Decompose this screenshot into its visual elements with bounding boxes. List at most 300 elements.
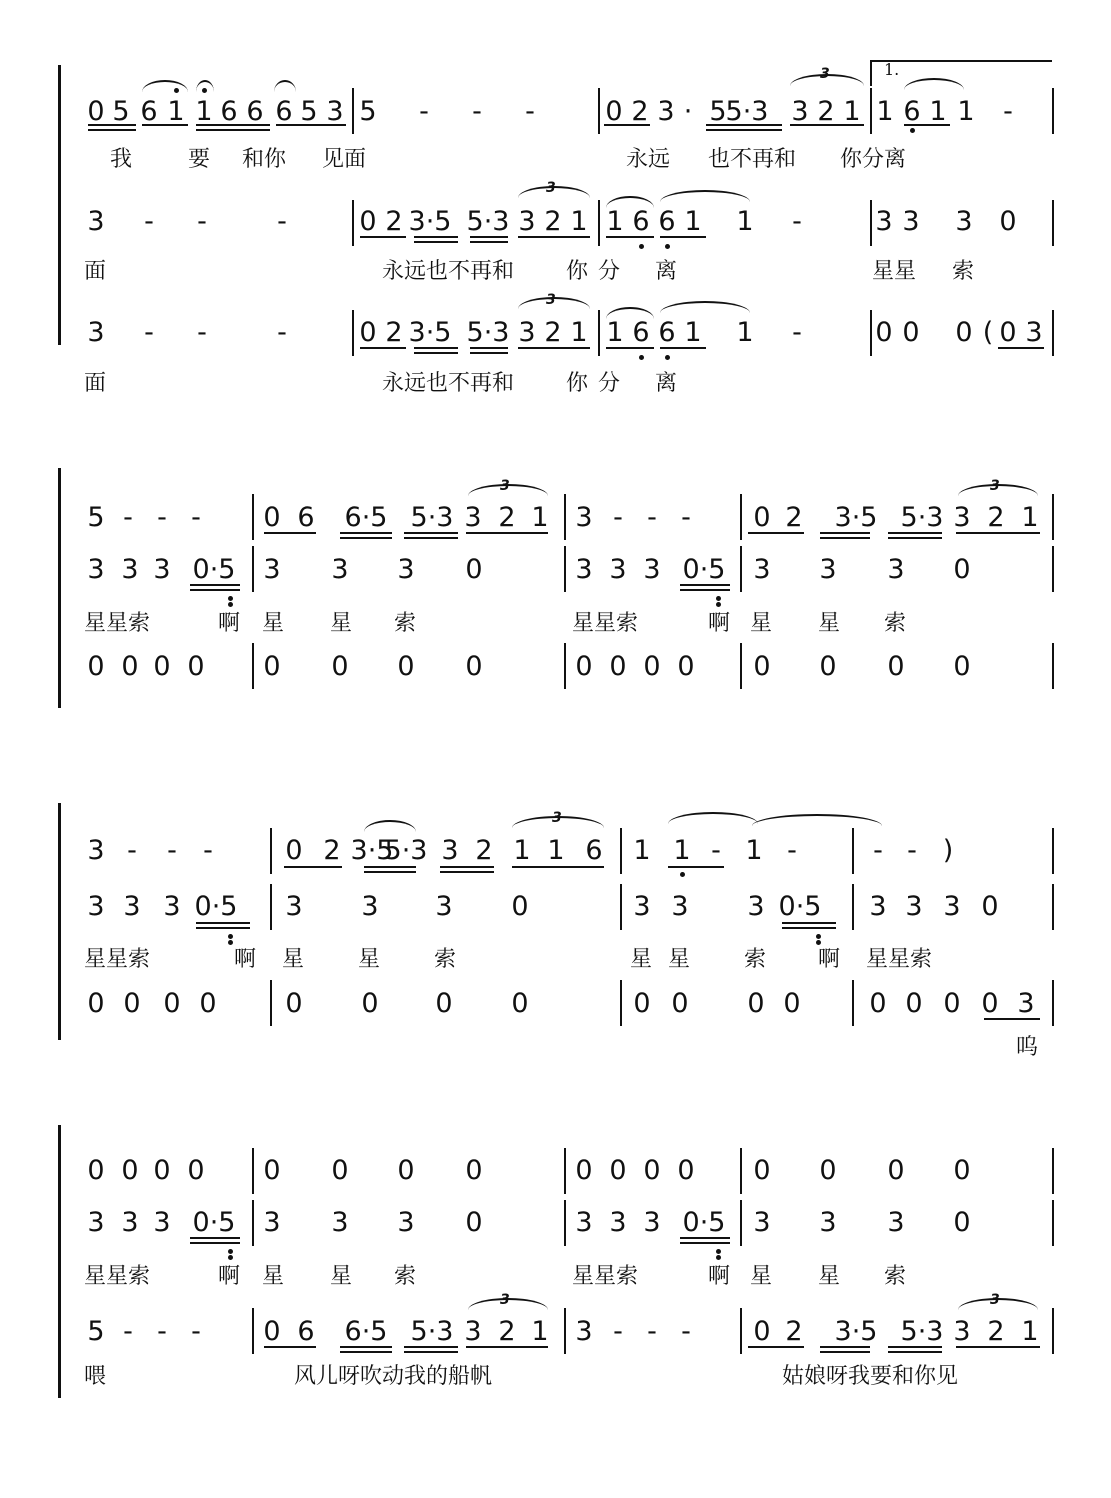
barline — [1052, 1200, 1054, 1246]
octave-dot — [680, 872, 685, 877]
barline — [564, 643, 566, 689]
slur — [364, 820, 416, 832]
note: 2 — [544, 206, 562, 237]
lyric-syllable: 分 — [598, 371, 621, 396]
note: 0 — [187, 651, 205, 682]
slur — [660, 190, 750, 202]
lyric-syllable: 星星索 — [84, 1264, 151, 1289]
lyric-syllable: 啊 — [708, 1264, 731, 1289]
note: 2 — [323, 835, 341, 866]
triplet-mark: 3 — [990, 1292, 1000, 1308]
system-brace — [58, 803, 71, 1040]
note: 6 — [297, 502, 315, 533]
note: - — [167, 835, 177, 866]
underline-beam — [748, 532, 804, 534]
triplet-mark: 3 — [546, 180, 556, 196]
note: - — [792, 206, 802, 237]
note: 3 — [875, 206, 893, 237]
note: 1 — [531, 1316, 549, 1347]
barline — [852, 980, 854, 1026]
note: 3 — [1017, 988, 1035, 1019]
underline-beam — [984, 1018, 1040, 1020]
note: 0 — [263, 502, 281, 533]
underline-beam — [606, 236, 654, 238]
note: 0 — [575, 651, 593, 682]
note: 2 — [987, 1316, 1005, 1347]
system-brace — [58, 1125, 71, 1398]
lyric-syllable: 姑娘呀我要和你见 — [782, 1364, 959, 1389]
triplet-mark: 3 — [546, 292, 556, 308]
note: 6·5 — [344, 1316, 388, 1347]
lyric-syllable: 你分离 — [840, 147, 907, 172]
triplet-mark: 3 — [990, 478, 1000, 494]
lyric-syllable: 索 — [884, 611, 907, 636]
note: 3 — [87, 835, 105, 866]
note: 5 — [112, 96, 130, 127]
barline — [564, 1148, 566, 1194]
octave-dot — [639, 244, 644, 249]
note: 3 — [121, 554, 139, 585]
note: 3 — [397, 554, 415, 585]
barline — [564, 494, 566, 540]
note: 0 — [753, 502, 771, 533]
note: 0 — [902, 317, 920, 348]
lyric-syllable: 你 — [566, 259, 589, 284]
note: 3 — [464, 1316, 482, 1347]
barline — [564, 546, 566, 592]
underline-beam — [404, 1346, 458, 1348]
note: 0 — [263, 1316, 281, 1347]
lyric-syllable: 星 — [262, 611, 285, 636]
note: 0 — [187, 1155, 205, 1186]
note: 3 — [331, 1207, 349, 1238]
barline — [1052, 310, 1054, 356]
lyric-syllable: 啊 — [818, 947, 841, 972]
note: 3 — [361, 891, 379, 922]
note: 3 — [819, 554, 837, 585]
note: 0 — [359, 206, 377, 237]
underline-beam — [888, 537, 942, 539]
note: 0 — [643, 1155, 661, 1186]
note: 2 — [987, 502, 1005, 533]
lyric-syllable: 星 — [750, 1264, 773, 1289]
barline — [1052, 546, 1054, 592]
note: 0 — [511, 891, 529, 922]
note: 3 — [887, 1207, 905, 1238]
note: - — [472, 96, 482, 127]
note: 0 — [953, 1155, 971, 1186]
underline-beam — [404, 1351, 458, 1353]
note: 0 — [87, 651, 105, 682]
underline-beam — [998, 347, 1044, 349]
note: 0 — [869, 988, 887, 1019]
lyric-syllable: 星 — [282, 947, 305, 972]
note: 1 — [684, 317, 702, 348]
note: 6 — [658, 317, 676, 348]
barline — [598, 200, 600, 246]
lyric-syllable: 见面 — [322, 147, 367, 172]
underline-beam — [888, 1346, 942, 1348]
note: 1 — [547, 835, 565, 866]
note: - — [144, 206, 154, 237]
note: - — [197, 206, 207, 237]
note: 0 — [465, 554, 483, 585]
note: 3 — [1025, 317, 1043, 348]
note: - — [203, 835, 213, 866]
note: 6 — [275, 96, 293, 127]
note: 1 — [929, 96, 947, 127]
underline-beam — [142, 124, 188, 126]
note: 0 — [163, 988, 181, 1019]
note: 3 — [953, 502, 971, 533]
note: 1 — [876, 96, 894, 127]
note: 0 — [677, 1155, 695, 1186]
note: 2 — [385, 206, 403, 237]
note: 5 — [709, 96, 727, 127]
lyric-syllable: 星 — [818, 611, 841, 636]
barline — [740, 1148, 742, 1194]
note: 0 — [123, 988, 141, 1019]
note: 0 — [465, 1155, 483, 1186]
note: 3 — [953, 1316, 971, 1347]
octave-dot — [228, 1255, 233, 1260]
note: - — [123, 502, 133, 533]
note: 0 — [465, 651, 483, 682]
underline-beam — [414, 236, 458, 238]
note: 1 — [570, 206, 588, 237]
slur — [904, 78, 964, 90]
lyric-syllable: 和你 — [242, 147, 287, 172]
lyric-syllable: 呜 — [1016, 1035, 1039, 1060]
note: 3 — [441, 835, 459, 866]
note: 0 — [753, 1155, 771, 1186]
underline-beam — [360, 236, 406, 238]
octave-dot — [910, 128, 915, 133]
note: 0·5 — [192, 1207, 236, 1238]
note: 5 — [87, 1316, 105, 1347]
note: 1 — [531, 502, 549, 533]
barline — [620, 980, 622, 1026]
note: 3 — [643, 1207, 661, 1238]
lyric-syllable: 索 — [952, 259, 975, 284]
lyric-syllable: 喂 — [84, 1364, 107, 1389]
barline — [620, 828, 622, 874]
note: 3 — [575, 502, 593, 533]
note: 0 — [819, 651, 837, 682]
slur — [752, 814, 882, 826]
lyric-syllable: 星星索 — [866, 947, 933, 972]
barline — [252, 643, 254, 689]
slur — [196, 80, 214, 92]
note: 3·5 — [834, 502, 878, 533]
note: 0 — [465, 1207, 483, 1238]
underline-beam — [196, 927, 250, 929]
underline-beam — [668, 866, 724, 868]
barline — [252, 1308, 254, 1354]
note: 6 — [246, 96, 264, 127]
underline-beam — [782, 922, 836, 924]
note: 0·5 — [194, 891, 238, 922]
lyric-syllable: 星 — [262, 1264, 285, 1289]
note: 3·5 — [834, 1316, 878, 1347]
note: 3 — [671, 891, 689, 922]
note: 3 — [575, 1207, 593, 1238]
underline-beam — [414, 241, 458, 243]
note: 0 — [397, 651, 415, 682]
note: 3 — [753, 1207, 771, 1238]
note: 3 — [609, 1207, 627, 1238]
barline — [598, 88, 600, 134]
note: 0 — [999, 317, 1017, 348]
note: 0 — [905, 988, 923, 1019]
note: 3 — [575, 1316, 593, 1347]
note: 0 — [887, 651, 905, 682]
underline-beam — [680, 1237, 730, 1239]
octave-dot — [228, 1249, 233, 1254]
lyric-syllable: 风儿呀吹动我的船帆 — [294, 1364, 493, 1389]
note: 0·5 — [778, 891, 822, 922]
underline-beam — [190, 584, 240, 586]
underline-beam — [340, 1346, 392, 1348]
note: - — [277, 317, 287, 348]
underline-beam — [88, 124, 136, 126]
note: 3 — [153, 1207, 171, 1238]
note: 0 — [435, 988, 453, 1019]
barline — [1052, 200, 1054, 246]
note: 0 — [263, 651, 281, 682]
octave-dot — [716, 1249, 721, 1254]
note: - — [681, 1316, 691, 1347]
barline — [1052, 643, 1054, 689]
note: 0 — [753, 1316, 771, 1347]
octave-dot — [816, 940, 821, 945]
triplet-mark: 3 — [500, 1292, 510, 1308]
lyric-syllable: 星 — [668, 947, 691, 972]
underline-beam — [264, 1346, 316, 1348]
note: 3 — [887, 554, 905, 585]
note: 3 — [575, 554, 593, 585]
note: 0 — [199, 988, 217, 1019]
octave-dot — [816, 934, 821, 939]
lyric-syllable: 啊 — [234, 947, 257, 972]
barline — [252, 546, 254, 592]
note: - — [647, 502, 657, 533]
note: ( — [982, 317, 994, 348]
octave-dot — [665, 355, 670, 360]
note: 3 — [87, 891, 105, 922]
volta-label: 1. — [884, 60, 900, 79]
barline — [852, 884, 854, 930]
note: 1 — [957, 96, 975, 127]
note: - — [277, 206, 287, 237]
underline-beam — [820, 537, 870, 539]
underline-beam — [190, 589, 240, 591]
underline-beam — [364, 871, 416, 873]
lyric-syllable: 啊 — [708, 611, 731, 636]
note: 3 — [435, 891, 453, 922]
note: 3 — [633, 891, 651, 922]
underline-beam — [790, 124, 864, 126]
underline-beam — [470, 241, 508, 243]
note: 1 — [736, 317, 754, 348]
note: 3 — [331, 554, 349, 585]
octave-dot — [228, 940, 233, 945]
underline-beam — [820, 1346, 870, 1348]
note: 0 — [633, 988, 651, 1019]
lyric-syllable: 索 — [394, 611, 417, 636]
note: 0·5 — [682, 1207, 726, 1238]
note: 3 — [657, 96, 675, 127]
note: 5 — [359, 96, 377, 127]
underline-beam — [404, 532, 458, 534]
barline — [1052, 884, 1054, 930]
note: 0 — [887, 1155, 905, 1186]
octave-dot — [228, 602, 233, 607]
note: 0 — [609, 651, 627, 682]
note: - — [197, 317, 207, 348]
note: - — [144, 317, 154, 348]
lyric-syllable: 也不再和 — [708, 147, 797, 172]
note: 0 — [511, 988, 529, 1019]
note: 0 — [955, 317, 973, 348]
note: 0 — [999, 206, 1017, 237]
lyric-syllable: 星星索 — [84, 947, 151, 972]
note: 6 — [585, 835, 603, 866]
note: 3 — [905, 891, 923, 922]
underline-beam — [782, 927, 836, 929]
note: 6 — [140, 96, 158, 127]
note: 3·5 — [350, 835, 394, 866]
lyric-syllable: 我 — [110, 147, 133, 172]
note: 3 — [518, 206, 536, 237]
note: 0 — [609, 1155, 627, 1186]
triplet-mark: 3 — [820, 66, 830, 82]
note: 0 — [953, 651, 971, 682]
note: 0 — [819, 1155, 837, 1186]
note: - — [191, 1316, 201, 1347]
underline-beam — [190, 1237, 240, 1239]
volta-line — [870, 60, 1052, 62]
barline — [740, 1200, 742, 1246]
note: - — [873, 835, 883, 866]
note: 3 — [753, 554, 771, 585]
note: 0 — [331, 651, 349, 682]
underline-beam — [340, 1351, 392, 1353]
underline-beam — [466, 1346, 548, 1348]
barline — [1052, 494, 1054, 540]
barline — [1052, 88, 1054, 134]
note: 0 — [981, 988, 999, 1019]
barline — [870, 200, 872, 246]
underline-beam — [264, 532, 316, 534]
note: - — [419, 96, 429, 127]
lyric-syllable: 永远也不再和 — [382, 259, 515, 284]
note: 3·5 — [408, 317, 452, 348]
barline — [352, 88, 354, 134]
octave-dot — [639, 355, 644, 360]
slur — [142, 80, 188, 92]
note: 3 — [869, 891, 887, 922]
barline — [852, 828, 854, 874]
note: 5 — [300, 96, 318, 127]
system-brace — [58, 65, 71, 345]
barline — [252, 1148, 254, 1194]
underline-beam — [284, 866, 342, 868]
note: - — [123, 1316, 133, 1347]
underline-beam — [518, 347, 590, 349]
note: 2 — [385, 317, 403, 348]
lyric-syllable: 星 — [358, 947, 381, 972]
note: 0 — [643, 651, 661, 682]
slur — [606, 307, 654, 319]
barline — [870, 88, 872, 134]
octave-dot — [716, 1255, 721, 1260]
note: 0 — [575, 1155, 593, 1186]
underline-beam — [660, 347, 706, 349]
underline-beam — [88, 129, 136, 131]
lyric-syllable: 离 — [655, 371, 678, 396]
note: 0 — [677, 651, 695, 682]
underline-beam — [660, 236, 706, 238]
note: - — [907, 835, 917, 866]
note: 6 — [220, 96, 238, 127]
note: 0 — [783, 988, 801, 1019]
note: 5·3 — [410, 502, 454, 533]
note: 3 — [263, 554, 281, 585]
barline — [252, 494, 254, 540]
note: 6 — [632, 206, 650, 237]
note: 0 — [943, 988, 961, 1019]
note: 3·5 — [408, 206, 452, 237]
octave-dot — [665, 244, 670, 249]
note: - — [525, 96, 535, 127]
note: - — [681, 502, 691, 533]
note: 1 — [843, 96, 861, 127]
barline — [352, 310, 354, 356]
note: 3 — [163, 891, 181, 922]
lyric-syllable: 索 — [744, 947, 767, 972]
underline-beam — [414, 347, 458, 349]
underline-beam — [196, 129, 270, 131]
underline-beam — [888, 532, 942, 534]
note: 1 — [606, 317, 624, 348]
lyric-syllable: 你 — [566, 371, 589, 396]
note: 3 — [643, 554, 661, 585]
note: 0 — [121, 1155, 139, 1186]
note: 0 — [981, 891, 999, 922]
lyric-syllable: 分 — [598, 259, 621, 284]
lyric-syllable: 星 — [330, 611, 353, 636]
note: - — [792, 317, 802, 348]
note: 5·3 — [466, 206, 510, 237]
lyric-syllable: 面 — [84, 259, 107, 284]
underline-beam — [340, 537, 392, 539]
note: - — [787, 835, 797, 866]
note: 0 — [747, 988, 765, 1019]
note: 0 — [87, 988, 105, 1019]
note: ) — [942, 835, 954, 866]
note: 3 — [123, 891, 141, 922]
note: 6 — [903, 96, 921, 127]
note: 0 — [753, 651, 771, 682]
note: 1 — [633, 835, 651, 866]
underline-beam — [820, 532, 870, 534]
note: - — [127, 835, 137, 866]
barline — [252, 1200, 254, 1246]
lyric-syllable: 星 — [330, 1264, 353, 1289]
note: 2 — [498, 1316, 516, 1347]
lyric-syllable: 星星索 — [572, 1264, 639, 1289]
